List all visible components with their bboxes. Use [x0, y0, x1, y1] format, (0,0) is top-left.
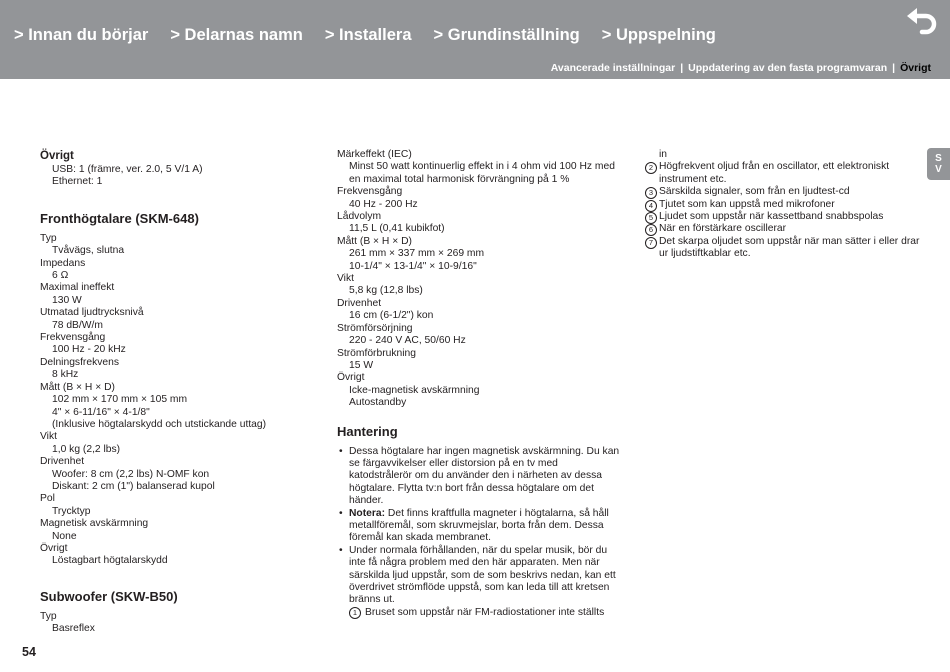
numbered-item-continuation: in [659, 149, 668, 160]
numbered-item [645, 236, 920, 261]
spec-value: 5,8 kg (12,8 lbs) [349, 285, 423, 297]
back-button[interactable] [905, 8, 939, 38]
subwoofer-spec-list-cont [337, 149, 622, 410]
spec-value: Minst 50 watt kontinuerlig effekt in i 4 ohm vid 100 Hz med en maximal total harmonisk förvrängning på 1 % [349, 161, 615, 185]
return-arrow-icon [905, 8, 939, 38]
subnav-separator: | [680, 62, 684, 74]
spec-label: Strömförbrukning [337, 347, 416, 359]
subnav-separator: | [892, 62, 896, 74]
spec-label: Övrigt [40, 542, 68, 554]
sub-nav [551, 62, 931, 74]
spec-label: Impedans [40, 257, 86, 269]
language-tab-letter: V [935, 164, 942, 175]
spec-value: Icke-magnetisk avskärmning [349, 384, 480, 396]
main-nav [14, 26, 716, 45]
spec-value: 100 Hz - 20 kHz [52, 344, 126, 356]
spec-value: 261 mm × 337 mm × 269 mm [349, 248, 485, 260]
column-1 [40, 149, 330, 636]
spec-value: 4" × 6-11/16" × 4-1/8" [52, 406, 150, 418]
note-text: Det finns kraftfulla magneter i högtalarna, så håll metallföremål, som skruvmejslar, borta från dem. Dessa föremål kan skada membranet. [349, 507, 609, 544]
subnav-ovrigt[interactable]: Övrigt [900, 62, 931, 74]
spec-label: Typ [40, 610, 57, 622]
subwoofer-spec-list [40, 611, 330, 636]
number-circle: 5 [645, 212, 657, 224]
column-3 [645, 149, 920, 261]
column-2 [337, 149, 622, 619]
spec-value: 10-1/4" × 13-1/4" × 10-9/16" [349, 260, 477, 272]
spec-label: Strömförsörjning [337, 322, 413, 334]
spec-value: Löstagbart högtalarskydd [52, 555, 168, 567]
number-circle: 7 [645, 237, 657, 249]
spec-value: (Inklusive högtalarskydd och utstickande uttag) [52, 418, 267, 430]
subnav-avancerade[interactable]: Avancerade inställningar [550, 62, 676, 74]
spec-value: 40 Hz - 200 Hz [349, 198, 418, 210]
page-number: 54 [22, 645, 36, 659]
spec-label: Pol [40, 493, 55, 505]
spec-label: Maximal ineffekt [40, 282, 115, 294]
number-circle: 4 [645, 200, 657, 212]
spec-value: 78 dB/W/m [52, 319, 103, 331]
numbered-item-text: Ljudet som uppstår när kassettband snabbspolas [659, 211, 884, 223]
section-heading-subwoofer: Subwoofer (SKW-B50) [40, 588, 178, 604]
spec-value: 11,5 L (0,41 kubikfot) [349, 223, 445, 235]
list-item [337, 508, 622, 545]
tab-installera[interactable]: > Installera [324, 26, 412, 44]
numbered-item [645, 199, 920, 211]
numbered-item-text: Högfrekvent oljud från en oscillator, ett elektroniskt instrument etc. [659, 161, 890, 185]
list-item: • Dessa högtalare har ingen magnetisk avskärmning. Du kan se färgavvikelser eller distorsion på en tv med katodstrålerör om du använder den i närheten av dessa högtalare. Flytta tv:n bort från dessa högtalare om det händer. [337, 446, 622, 508]
numbered-item-text: Tjutet som kan uppstå med mikrofoner [659, 198, 835, 210]
section-heading-hantering: Hantering [337, 423, 398, 439]
spec-value: 16 cm (6-1/2") kon [349, 310, 434, 322]
spec-label: Vikt [337, 273, 354, 285]
spec-value: USB: 1 (främre, ver. 2.0, 5 V/1 A) [52, 164, 203, 175]
spec-label: Delningsfrekvens [40, 356, 119, 368]
spec-label: Övrigt [337, 372, 365, 384]
spec-value: Basreflex [52, 623, 95, 635]
numbered-item [645, 186, 920, 198]
spec-value: 1,0 kg (2,2 lbs) [52, 443, 121, 455]
header-bar [0, 0, 950, 79]
spec-value: Diskant: 2 cm (1") balanserad kupol [52, 480, 215, 492]
spec-value: Woofer: 8 cm (2,2 lbs) N-OMF kon [52, 468, 210, 480]
numbered-item-text: Särskilda signaler, som från en ljudtest-cd [659, 186, 850, 198]
spec-value: 130 W [52, 294, 82, 306]
numbered-item [645, 223, 920, 235]
numbered-item-text: Bruset som uppstår när FM-radiostationer inte ställts [365, 606, 605, 618]
numbered-item [337, 607, 622, 619]
tab-delarnas-namn[interactable]: > Delarnas namn [170, 26, 303, 44]
spec-label: Mått (B × H × D) [40, 381, 115, 393]
numbered-item [645, 161, 920, 186]
numbered-item-text: När en förstärkare oscillerar [659, 223, 787, 235]
spec-label: Magnetisk avskärmning [40, 518, 149, 530]
numbered-item-text: Det skarpa oljudet som uppstår när man sätter i eller drar ur ljudstiftkablar etc. [659, 235, 920, 260]
section-heading-ovrigt: Övrigt [40, 150, 74, 162]
spec-value: Trycktyp [52, 505, 91, 517]
spec-label: Frekvensgång [337, 186, 403, 198]
tab-innan-du-borjar[interactable]: > Innan du börjar [14, 26, 149, 44]
spec-label: Typ [40, 232, 57, 244]
spec-value: Autostandby [349, 397, 407, 409]
language-tab-letter: S [935, 153, 942, 164]
front-spec-list [40, 233, 330, 568]
spec-value: Tvåvägs, slutna [52, 245, 125, 257]
number-circle: 1 [349, 607, 361, 619]
hantering-list [337, 446, 622, 607]
spec-value: 102 mm × 170 mm × 105 mm [52, 394, 188, 406]
number-circle: 6 [645, 224, 657, 236]
note-label: Notera: [349, 507, 386, 519]
spec-label: Mått (B × H × D) [337, 235, 412, 247]
tab-uppspelning[interactable]: > Uppspelning [601, 26, 716, 44]
language-tab [927, 148, 950, 180]
section-heading-fronthogtalare: Fronthögtalare (SKM-648) [40, 210, 199, 226]
spec-label: Vikt [40, 431, 57, 443]
number-circle: 2 [645, 162, 657, 174]
spec-label: Märkeffekt (IEC) [337, 149, 412, 160]
spec-label: Drivenhet [40, 456, 85, 468]
spec-label: Frekvensgång [40, 332, 106, 344]
spec-value: 8 kHz [52, 369, 79, 381]
numbered-list [645, 161, 920, 260]
spec-value: 220 - 240 V AC, 50/60 Hz [349, 335, 466, 347]
number-circle: 3 [645, 187, 657, 199]
list-item: • Under normala förhållanden, när du spelar musik, bör du inte få några problem med den här apparaten. Men när särskilda ljud uppstår, som de som beskrivs nedan, kan ett överdrivet strömflöde uppstå, som kan leda till att kretsen bränns ut. [337, 545, 622, 607]
subnav-uppdatering[interactable]: Uppdatering av den fasta programvaran [688, 62, 888, 74]
spec-label: Utmatad ljudtrycksnivå [40, 307, 144, 319]
spec-value: Ethernet: 1 [52, 176, 103, 188]
spec-label: Lådvolym [337, 211, 382, 223]
tab-grundinstallning[interactable]: > Grundinställning [433, 26, 580, 44]
spec-value: 15 W [349, 359, 374, 371]
spec-label: Drivenhet [337, 297, 382, 309]
spec-value: 6 Ω [52, 270, 69, 282]
numbered-item [645, 211, 920, 223]
spec-value: None [52, 530, 77, 542]
